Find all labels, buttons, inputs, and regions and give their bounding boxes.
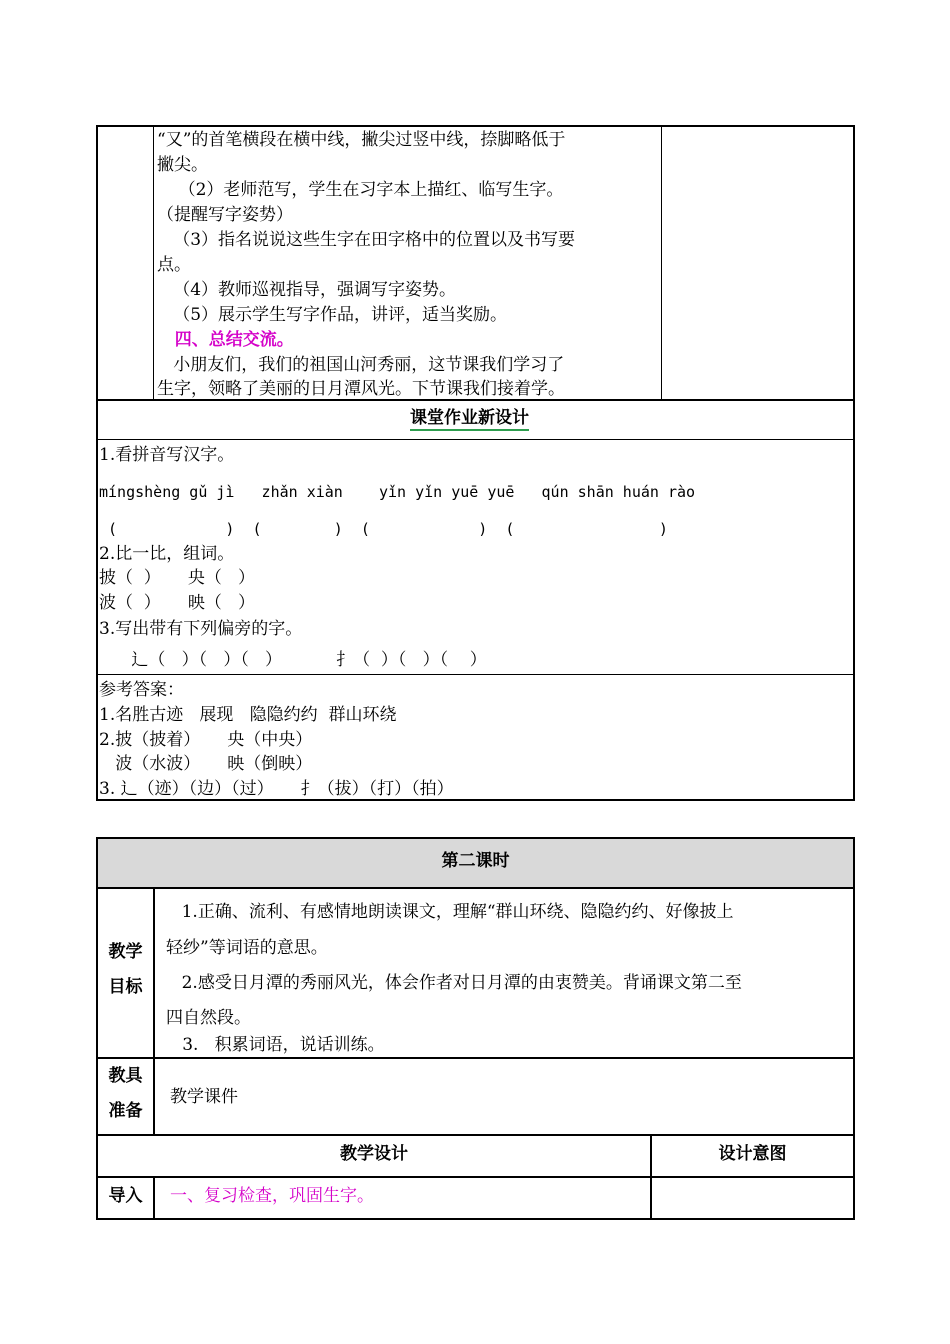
section-heading-summary: 四、总结交流。	[157, 330, 294, 350]
question-3-row: 辶（ ）（ ）（ ） 扌（ ）（ ）（ ）	[99, 650, 487, 670]
question-3: 3.写出带有下列偏旁的字。	[99, 619, 303, 639]
pinyin-row: míngshèng gǔ jì zhǎn xiàn yǐn yǐn yuē yuē qún shān huán rào	[99, 483, 696, 501]
homework-title: 课堂作业新设计	[410, 407, 529, 431]
goal-1-line-2: 轻纱”等词语的意思。	[166, 938, 328, 958]
process-line-3: （2）老师范写，学生在习字本上描红、临写生字。	[157, 180, 564, 200]
lesson-header: 第二课时	[441, 851, 510, 871]
intro-value: 一、复习检查，巩固生字。	[170, 1186, 374, 1206]
process-line-4: （提醒写字姿势）	[157, 205, 293, 225]
goal-2-line-2: 四自然段。	[166, 1008, 251, 1028]
answer-2: 2.披（披着） 央（中央）	[99, 730, 313, 750]
process-line-5: （3）指名说说这些生字在田字格中的位置以及书写要	[157, 230, 576, 250]
question-1: 1.看拼音写汉字。	[99, 445, 235, 465]
goals-label-1: 教学	[108, 942, 143, 962]
goals-label-2: 目标	[108, 977, 143, 997]
intro-label: 导入	[108, 1186, 143, 1206]
process-line-6: 点。	[157, 255, 191, 275]
process-line-11: 生字，领略了美丽的日月潭风光。下节课我们接着学。	[157, 379, 565, 399]
question-2-row-1: 披（ ） 央（ ）	[99, 568, 256, 588]
intent-header: 设计意图	[718, 1144, 787, 1164]
answer-2b: 波（水波） 映（倒映）	[99, 754, 313, 774]
answer-1: 1.名胜古迹 展现 隐隐约约 群山环绕	[99, 705, 397, 725]
process-line-10: 小朋友们，我们的祖国山河秀丽，这节课我们学习了	[157, 355, 565, 375]
goal-3: 3. 积累词语，说话训练。	[166, 1035, 385, 1055]
process-line-2: 撇尖。	[157, 155, 208, 175]
process-line-7: （4）教师巡视指导，强调写字姿势。	[157, 280, 457, 300]
goal-2-line-1: 2.感受日月潭的秀丽风光，体会作者对日月潭的由衷赞美。背诵课文第二至	[160, 973, 742, 993]
goal-1-line-1: 1.正确、流利、有感情地朗读课文，理解“群山环绕、隐隐约约、好像披上	[160, 902, 734, 922]
tools-label-2: 准备	[108, 1101, 143, 1121]
design-header: 教学设计	[340, 1144, 408, 1164]
tools-label-1: 教具	[108, 1066, 143, 1086]
tools-value: 教学课件	[170, 1087, 238, 1107]
question-2: 2.比一比，组词。	[99, 544, 235, 564]
answer-3: 3. 辶（迹）（边）（过） 扌（拔）（打）（拍）	[99, 779, 454, 799]
process-line-1: “又”的首笔横段在横中线，撇尖过竖中线，捺脚略低于	[157, 130, 566, 150]
process-line-8: （5）展示学生写字作品，讲评，适当奖励。	[157, 305, 508, 325]
question-2-row-2: 波（ ） 映（ ）	[99, 593, 256, 613]
answer-blanks-row: ( ) ( ) ( ) ( )	[99, 520, 668, 538]
answers-title: 参考答案：	[99, 680, 184, 700]
